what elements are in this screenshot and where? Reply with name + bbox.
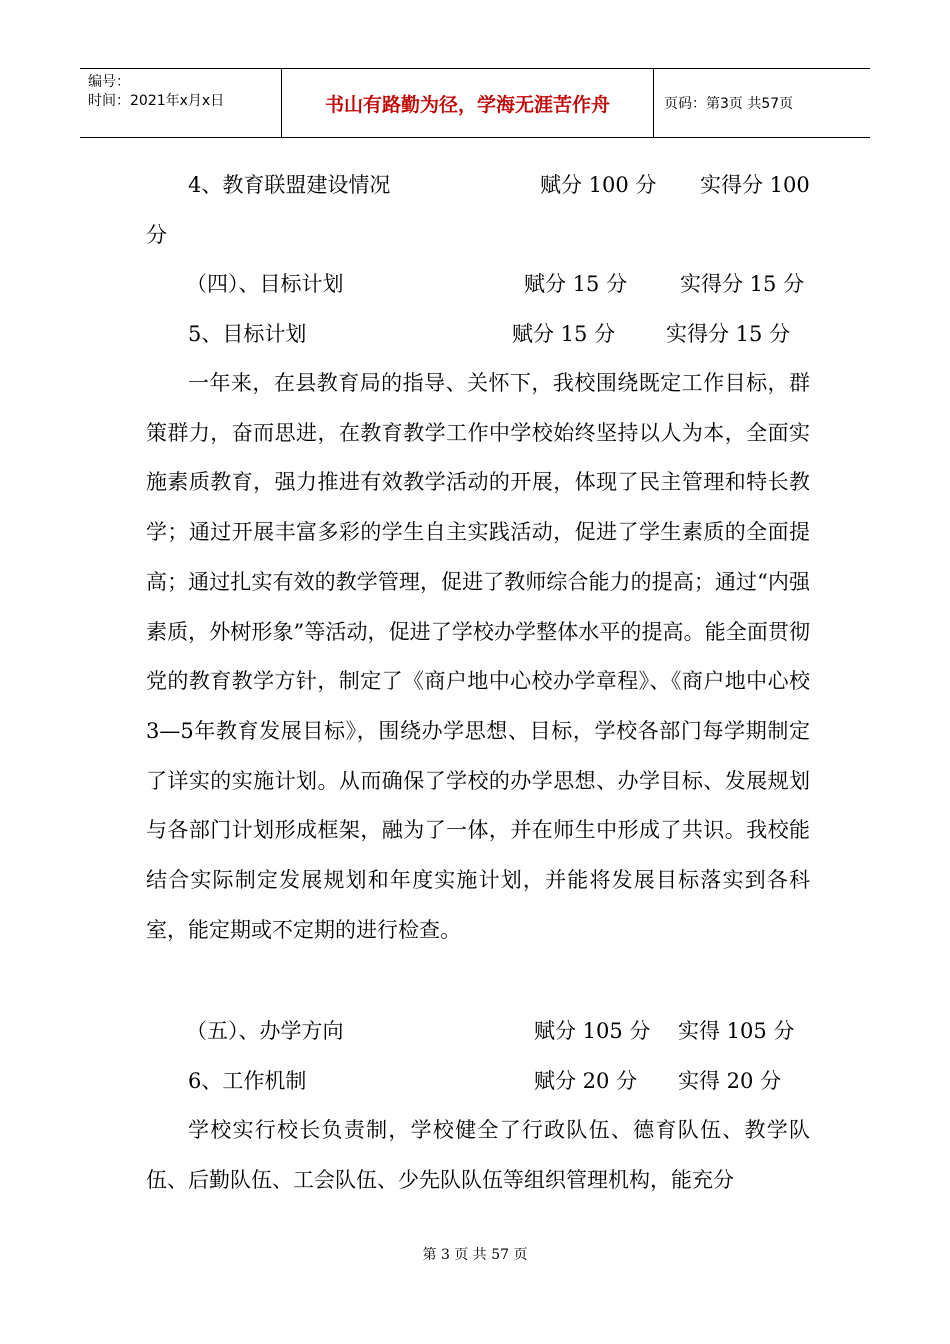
item-score: 赋分 15 分 xyxy=(524,272,628,296)
body-paragraph: 学校实行校长负责制，学校健全了行政队伍、德育队伍、教学队伍、后勤队伍、工会队伍、少先队队伍等组织管理机构，能充分 xyxy=(146,1118,810,1192)
header-page-info: 页码：第3页 共57页 xyxy=(664,96,794,112)
item-actual: 实得 20 分 xyxy=(678,1069,782,1093)
item-score: 赋分 15 分 xyxy=(512,322,616,346)
item-title: （四）、目标计划 xyxy=(186,272,344,296)
date-label: 时间：2021年x月x日 xyxy=(88,93,225,109)
item-title: 6、工作机制 xyxy=(188,1069,307,1093)
row-continuation: 分 xyxy=(146,223,167,247)
item-title: 5、目标计划 xyxy=(188,322,307,346)
header-motto: 书山有路勤为径，学海无涯苦作舟 xyxy=(282,69,654,137)
page-header xyxy=(80,68,870,138)
page-footer: 第 3 页 共 57 页 xyxy=(422,1247,528,1263)
score-row xyxy=(146,1066,826,1096)
score-row xyxy=(146,319,826,349)
score-row xyxy=(146,170,826,200)
item-title: 4、教育联盟建设情况 xyxy=(188,173,391,197)
item-actual: 实得分 100 xyxy=(700,173,810,197)
score-row xyxy=(146,269,826,299)
score-row xyxy=(146,1016,826,1046)
item-actual: 实得分 15 分 xyxy=(680,272,805,296)
item-actual: 实得分 15 分 xyxy=(666,322,791,346)
item-title: （五）、办学方向 xyxy=(186,1019,344,1043)
body-paragraph: 一年来，在县教育局的指导、关怀下，我校围绕既定工作目标，群策群力，奋而思进，在教育教学工作中学校始终坚持以人为本，全面实施素质教育，强力推进有效教学活动的开展，体现了民主管理和特长教学；通过开展丰富多彩的学生自主实践活动，促进了学生素质的全面提高；通过扎实有效的教学管理，促进了教师综合能力的提高；通过“内强素质，外树形象”等活动，促进了学校办学整体水平的提高。能全面贯彻党的教育教学方针，制定了《商户地中心校办学章程》、《商户地中心校3—5年教育发展目标》，围绕办学思想、目标，学校各部门每学期制定了详实的实施计划。从而确保了学校的办学思想、办学目标、发展规划与各部门计划形成框架，融为了一体，并在师生中形成了共识。我校能结合实际制定发展规划和年度实施计划，并能将发展目标落实到各科室，能定期或不定期的进行检查。 xyxy=(146,371,810,942)
number-label: 编号： xyxy=(88,74,130,90)
item-score: 赋分 105 分 xyxy=(534,1019,651,1043)
item-actual: 实得 105 分 xyxy=(678,1019,795,1043)
item-score: 赋分 100 分 xyxy=(540,173,657,197)
header-meta xyxy=(80,69,282,137)
item-score: 赋分 20 分 xyxy=(534,1069,638,1093)
